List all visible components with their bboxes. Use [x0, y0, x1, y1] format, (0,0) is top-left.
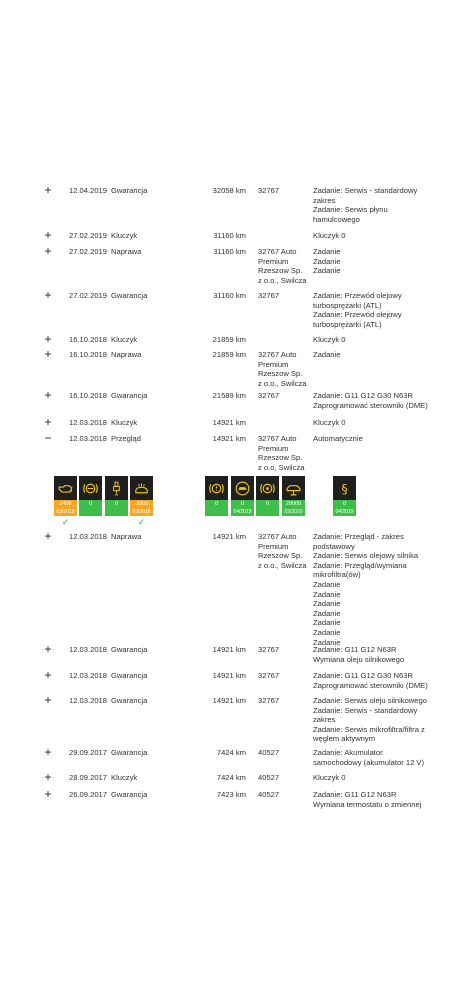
row-date: 27.02.2019: [69, 231, 108, 240]
description-line: Zadanie: Serwis oleju silnikowego: [313, 696, 427, 705]
row-description: [313, 335, 428, 345]
expand-row-button[interactable]: +: [44, 770, 52, 784]
service-remaining-value: -2000: [130, 500, 153, 508]
service-due-date: 03/2020: [282, 508, 305, 516]
description-line: Zadanie: [313, 256, 341, 266]
brake-pads-front-icon: [79, 478, 102, 498]
expand-row-button[interactable]: +: [44, 693, 52, 707]
row-description: [313, 231, 428, 241]
row-date: 12.04.2019: [69, 186, 108, 195]
row-type: Naprawa: [111, 247, 142, 256]
row-date: 27.02.2019: [69, 247, 108, 256]
row-mileage: 14921 km: [212, 434, 246, 443]
row-type: Gwarancja: [111, 645, 148, 654]
description-line: Zadanie: [313, 599, 341, 609]
microfilter-icon: [130, 478, 153, 498]
service-remaining-value: 0: [333, 500, 356, 508]
description-line: Zadanie: G11 G12 N63R Wymiana oleju silnikowego: [313, 645, 405, 664]
dealer-line: 32767: [258, 291, 280, 300]
dealer-line: 40527: [258, 748, 280, 757]
service-remaining-value: 0: [256, 500, 279, 508]
row-description: [313, 186, 428, 224]
dealer-line: 32767 Auto Premium Rzeszow Sp. z o.o., Swilcza: [258, 350, 307, 388]
description-line: Zadanie: [313, 618, 341, 628]
row-dealer: [258, 291, 308, 301]
expand-row-button[interactable]: +: [44, 183, 52, 197]
dealer-line: 32767 Auto Premium Rzeszow Sp. z o.o., Swilcza: [258, 247, 307, 285]
service-status-tile[interactable]: [130, 476, 153, 516]
row-type: Naprawa: [111, 350, 142, 359]
description-line: Zadanie: G11 G12 N63R Wymiana termostatu o zmiennej: [313, 790, 422, 809]
collapse-row-button[interactable]: −: [44, 431, 52, 445]
service-remaining-value: 0: [231, 500, 254, 508]
description-line: Zadanie: Przegląd/wymiana mikrofiltra(ów): [313, 560, 407, 580]
row-type: Przegląd: [111, 434, 141, 443]
row-mileage: 32058 km: [212, 186, 246, 195]
service-due-date: 03/2019: [54, 508, 77, 516]
row-dealer: [258, 532, 308, 570]
row-mileage: 14921 km: [212, 696, 246, 705]
row-type: Kluczyk: [111, 231, 138, 240]
dealer-line: 32767: [258, 391, 280, 400]
expand-row-button[interactable]: +: [44, 529, 52, 543]
row-date: 12.03.2018: [69, 418, 108, 427]
service-due-date: [256, 508, 279, 516]
service-status-tile[interactable]: [256, 476, 279, 516]
row-dealer: [258, 247, 308, 285]
service-status-tile[interactable]: [105, 476, 128, 516]
description-line: Zadanie: [313, 589, 341, 599]
row-dealer: [258, 696, 308, 706]
description-line: Zadanie: Serwis olejowy silnika: [313, 551, 419, 561]
description-line: Kluczyk 0: [313, 773, 346, 782]
engine-oil-icon: [54, 478, 77, 498]
row-mileage: 31160 km: [213, 291, 246, 300]
service-remaining-value: 0: [79, 500, 102, 508]
row-type: Naprawa: [111, 532, 142, 541]
service-status-tile[interactable]: [205, 476, 228, 516]
description-line: Zadanie: Serwis mikrofiltra/filtra z węglem aktywnym: [313, 724, 425, 744]
row-mileage: 14921 km: [212, 532, 246, 541]
row-mileage: 31160 km: [213, 247, 246, 256]
service-due-date: 04/2019: [333, 508, 356, 516]
row-description: [313, 671, 428, 690]
description-line: Zadanie: [313, 627, 341, 637]
description-line: Kluczyk 0: [313, 418, 346, 427]
row-date: 27.02.2019: [69, 291, 108, 300]
row-description: [313, 418, 428, 428]
checkmark-icon: ✓: [61, 517, 70, 527]
description-line: Zadanie: [313, 247, 341, 256]
row-type: Gwarancja: [111, 391, 148, 400]
row-description: [313, 773, 428, 783]
service-status-tile[interactable]: [54, 476, 77, 516]
dealer-line: 32767 Auto Premium Rzeszow Sp. z o.o., Swilcza: [258, 532, 307, 570]
row-description: [313, 696, 428, 744]
service-remaining-value: 29000: [282, 500, 305, 508]
description-line: Zadanie: [313, 637, 341, 647]
row-description: [313, 434, 428, 444]
description-line: Automatycznie: [313, 434, 363, 443]
row-dealer: [258, 748, 308, 758]
service-status-icon-bar: [0, 476, 473, 528]
row-dealer: [258, 434, 308, 472]
car-lift-icon: [282, 478, 305, 498]
expand-row-button[interactable]: +: [44, 347, 52, 361]
row-description: [313, 391, 428, 410]
row-mileage: 7424 km: [216, 748, 246, 757]
row-type: Gwarancja: [111, 186, 148, 195]
description-line: Zadanie: Serwis - standardowy zakres: [313, 705, 418, 725]
row-dealer: [258, 645, 308, 655]
expand-row-button[interactable]: +: [44, 668, 52, 682]
row-description: [313, 532, 428, 647]
dealer-line: 32767: [258, 696, 280, 705]
description-line: Zadanie: [313, 350, 341, 359]
service-remaining-value: 2400: [54, 500, 77, 508]
row-mileage: 21859 km: [212, 350, 246, 359]
service-status-tile[interactable]: [231, 476, 254, 516]
dealer-line: 32767: [258, 645, 280, 654]
service-due-date: 03/2018: [130, 508, 153, 516]
service-status-tile[interactable]: [79, 476, 102, 516]
row-type: Gwarancja: [111, 790, 148, 799]
service-status-tile[interactable]: [333, 476, 356, 516]
row-mileage: 7424 km: [216, 773, 246, 782]
description-line: Zadanie: [313, 266, 341, 276]
row-dealer: [258, 790, 308, 800]
row-dealer: [258, 391, 308, 401]
description-line: Zadanie: Akumulator samochodowy (akumulator 12 V): [313, 748, 425, 767]
description-line: Kluczyk 0: [313, 231, 346, 240]
service-remaining-value: 0: [105, 500, 128, 508]
row-date: 28.09.2017: [69, 773, 108, 782]
row-type: Kluczyk: [111, 335, 138, 344]
dealer-line: 32767: [258, 186, 280, 195]
expand-row-button[interactable]: +: [44, 244, 52, 258]
description-line: Zadanie: G11 G12 G30 N63R Zaprogramować sterowniki (DME): [313, 671, 428, 690]
row-dealer: [258, 186, 308, 196]
row-dealer: [258, 350, 308, 388]
row-date: 16.10.2018: [69, 391, 108, 400]
row-description: [313, 291, 428, 329]
row-date: 12.03.2018: [69, 645, 108, 654]
brake-pads-rear-icon: [256, 478, 279, 498]
row-description: [313, 645, 428, 664]
row-type: Gwarancja: [111, 291, 148, 300]
expand-row-button[interactable]: +: [44, 787, 52, 801]
row-date: 12.03.2018: [69, 532, 108, 541]
description-line: Zadanie: [313, 608, 341, 618]
expand-row-button[interactable]: +: [44, 415, 52, 429]
description-line: Zadanie: [313, 579, 341, 589]
service-due-date: [205, 508, 228, 516]
service-due-date: [79, 508, 102, 516]
row-date: 12.03.2018: [69, 671, 108, 680]
row-description: [313, 748, 428, 767]
row-type: Gwarancja: [111, 748, 148, 757]
row-date: 16.10.2018: [69, 350, 108, 359]
dealer-line: 40527: [258, 773, 280, 782]
vehicle-check-icon: [231, 478, 254, 498]
description-line: Kluczyk 0: [313, 335, 346, 344]
expand-row-button[interactable]: +: [44, 228, 52, 242]
expand-row-button[interactable]: +: [44, 332, 52, 346]
row-dealer: [258, 671, 308, 681]
row-date: 26.09.2017: [69, 790, 108, 799]
description-line: Zadanie: Przegląd - zakres podstawowy: [313, 532, 404, 551]
row-dealer: [258, 773, 308, 783]
legal-inspection-icon: [333, 478, 356, 498]
checkmark-icon: ✓: [137, 517, 146, 527]
row-mileage: 31160 km: [213, 231, 246, 240]
row-mileage: 7423 km: [216, 790, 246, 799]
brake-fluid-icon: [205, 478, 228, 498]
row-date: 12.03.2018: [69, 696, 108, 705]
description-line: Zadanie: Przewód olejowy turbosprężarki (ATL): [313, 310, 402, 329]
row-mileage: 21589 km: [212, 391, 246, 400]
row-description: [313, 247, 428, 276]
row-date: 12.03.2018: [69, 434, 108, 443]
row-type: Gwarancja: [111, 671, 148, 680]
row-description: [313, 350, 428, 360]
row-date: 16.10.2018: [69, 335, 108, 344]
dealer-line: 32767 Auto Premium Rzeszow Sp. z o.o, Swilcza: [258, 434, 305, 472]
description-line: Zadanie: Serwis płynu hamulcowego: [313, 205, 388, 224]
description-line: Zadanie: G11 G12 G30 N63R Zaprogramować sterowniki (DME): [313, 391, 428, 410]
row-mileage: 14921 km: [212, 671, 246, 680]
service-remaining-value: 0: [205, 500, 228, 508]
dealer-line: 40527: [258, 790, 280, 799]
expand-row-button[interactable]: +: [44, 642, 52, 656]
row-mileage: 21859 km: [212, 335, 246, 344]
service-due-date: 04/2019: [231, 508, 254, 516]
row-description: [313, 790, 428, 809]
expand-row-button[interactable]: +: [44, 745, 52, 759]
expand-row-button[interactable]: +: [44, 288, 52, 302]
row-mileage: 14921 km: [212, 418, 246, 427]
service-status-tile[interactable]: [282, 476, 305, 516]
description-line: Zadanie: Przewód olejowy turbosprężarki (ATL): [313, 291, 402, 310]
expand-row-button[interactable]: +: [44, 388, 52, 402]
row-mileage: 14921 km: [212, 645, 246, 654]
description-line: Zadanie: Serwis - standardowy zakres: [313, 186, 418, 205]
dealer-line: 32767: [258, 671, 280, 680]
row-date: 29.09.2017: [69, 748, 108, 757]
service-due-date: [105, 508, 128, 516]
spark-plug-icon: [105, 478, 128, 498]
row-type: Gwarancja: [111, 696, 148, 705]
row-type: Kluczyk: [111, 418, 138, 427]
row-type: Kluczyk: [111, 773, 138, 782]
